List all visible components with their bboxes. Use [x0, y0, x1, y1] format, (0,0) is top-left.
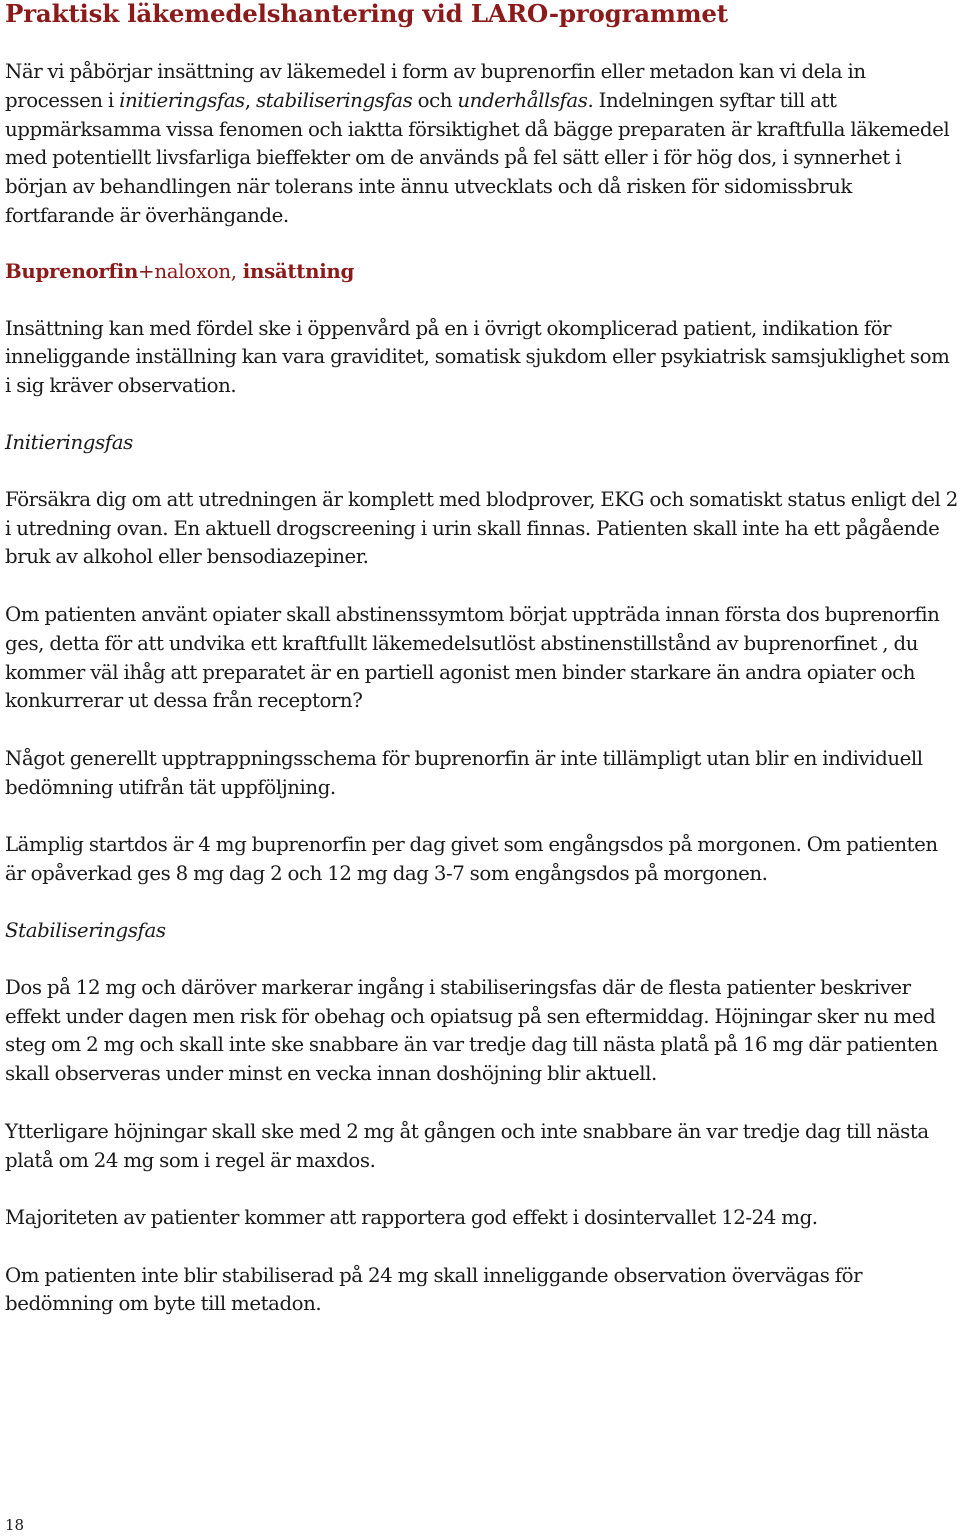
stabilisering-paragraph-3: Majoriteten av patienter kommer att rapportera god effekt i dosintervallet 12-24 mg. — [5, 1206, 818, 1230]
intro-term-initieringsfas: initieringsfas — [119, 88, 245, 112]
initiering-paragraph-1: Försäkra dig om att utredningen är komplett med blodprover, EKG och somatiskt status enligt del 2 i utredning ovan. En aktuell drogscreening i urin skall finnas. Patienten skall inte ha ett pågående bruk av alkohol eller bensodiazepiner. — [5, 487, 958, 569]
intro-term-stabiliseringsfas: stabiliseringsfas — [255, 88, 413, 112]
section-intro-paragraph: Insättning kan med fördel ske i öppenvård på en i övrigt okomplicerad patient, indikation för inneliggande inställning kan vara graviditet, somatisk sjukdom eller psykiatrisk samsjuklighet som i sig kräver observation. — [5, 316, 950, 398]
initiering-paragraph-4: Lämplig startdos är 4 mg buprenorfin per dag givet som engångsdos på morgonen. Om patienten är opåverkad ges 8 mg dag 2 och 12 mg dag 3-7 som engångsdos på morgonen. — [5, 833, 938, 886]
intro-text-3: och — [412, 88, 458, 112]
initiering-paragraph-2: Om patienten använt opiater skall abstinenssymtom börjat uppträda innan första dos buprenorfin ges, detta för att undvika ett kraftfullt läkemedelsutlöst abstinenstillstånd av buprenorfinet , du kommer väl ihåg att preparatet är en partiell agonist men binder starkare än andra opiater och konkurrerar ut dessa från receptorn? — [5, 602, 940, 713]
intro-text-1: När vi påbörjar insättning av läkemedel i form av buprenorfin eller metadon kan vi dela in processen i — [5, 60, 866, 112]
section-heading-buprenorfin — [5, 257, 960, 287]
document-title: Praktisk läkemedelshantering vid LARO-programmet — [5, 0, 728, 28]
stabilisering-paragraph-4: Om patienten inte blir stabiliserad på 24 mg skall inneliggande observation övervägas för bedömning om byte till metadon. — [5, 1263, 863, 1316]
subheading-stabiliseringsfas: Stabiliseringsfas — [5, 918, 166, 942]
section-heading-part2: +naloxon, — [138, 259, 243, 283]
intro-text-4: . Indelningen syftar till att uppmärksamma vissa fenomen och iaktta försiktighet då bägge preparaten är kraftfulla läkemedel med potentiellt livsfarliga bieffekter om de används på fel sätt eller i för hög dos, i synnerhet i början av behandlingen när tolerans inte ännu utvecklats och då risken för sidomissbruk fortfarande är överhängande. — [5, 88, 950, 227]
intro-term-underhallsfas: underhållsfas — [457, 88, 588, 112]
subheading-initieringsfas: Initieringsfas — [5, 430, 133, 454]
stabilisering-paragraph-1: Dos på 12 mg och däröver markerar ingång i stabiliseringsfas där de flesta patienter beskriver effekt under dagen men risk för obehag och opiatsug på sen eftermiddag. Höjningar sker nu med steg om 2 mg och skall inte ske snabbare än var tredje dag till nästa platå på 16 mg där patienten skall observeras under minst en vecka innan doshöjning blir aktuell. — [5, 975, 938, 1086]
stabilisering-paragraph-2: Ytterligare höjningar skall ske med 2 mg åt gången och inte snabbare än var tredje dag till nästa platå om 24 mg som i regel är maxdos. — [5, 1119, 929, 1172]
section-heading-part3: insättning — [242, 258, 355, 283]
intro-paragraph — [5, 58, 960, 231]
document-page — [5, 0, 960, 1319]
intro-text-2: , — [244, 88, 256, 112]
initiering-paragraph-3: Något generellt upptrappningsschema för buprenorfin är inte tillämpligt utan blir en individuell bedömning utifrån tät uppföljning. — [5, 746, 923, 799]
section-heading-part1: Buprenorfin — [5, 258, 139, 283]
page-number: 18 — [5, 1516, 25, 1534]
